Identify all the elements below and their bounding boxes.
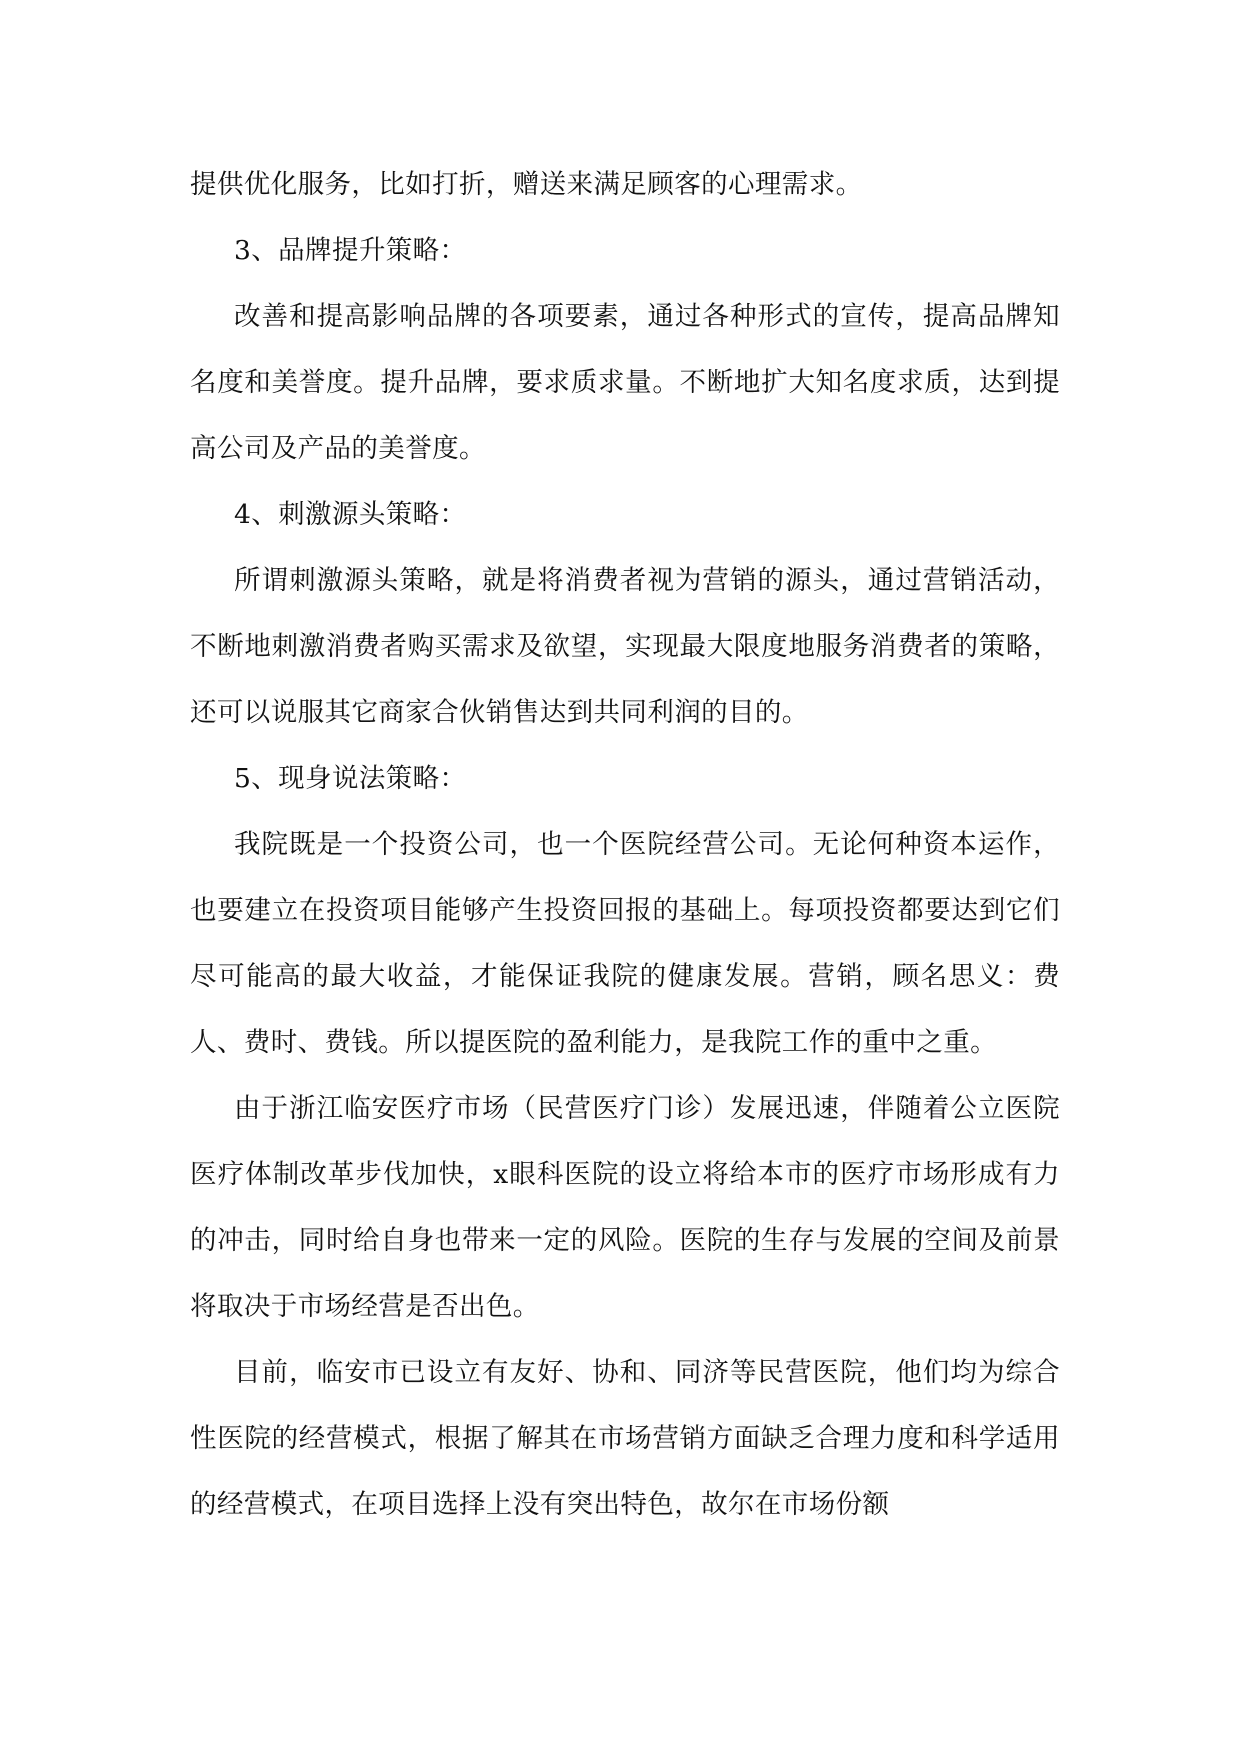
section-heading-brand: 3、品牌提升策略： bbox=[234, 235, 467, 266]
paragraph-competition: 目前，临安市已设立有友好、协和、同济等民营医院，他们均为综合性医院的经营模式，根据了解其在市场营销方面缺乏合理力度和科学适用的经营模式，在项目选择上没有突出特色，故尔在市场份额 bbox=[190, 1357, 1060, 1520]
paragraph-stimulus: 所谓刺激源头策略，就是将消费者视为营销的源头，通过营销活动，不断地刺激消费者购买需求及欲望，实现最大限度地服务消费者的策略，还可以说服其它商家合伙销售达到共同利润的目的。 bbox=[190, 565, 1060, 728]
section-heading-stimulus: 4、刺激源头策略： bbox=[234, 499, 467, 530]
paragraph-continuation: 提供优化服务，比如打折，赠送来满足顾客的心理需求。 bbox=[190, 169, 863, 200]
document-body bbox=[190, 152, 1060, 1538]
paragraph-market: 由于浙江临安医疗市场（民营医疗门诊）发展迅速，伴随着公立医院医疗体制改革步伐加快，x眼科医院的设立将给本市的医疗市场形成有力的冲击，同时给自身也带来一定的风险。医院的生存与发展的空间及前景将取决于市场经营是否出色。 bbox=[190, 1093, 1060, 1322]
paragraph-testimony: 我院既是一个投资公司，也一个医院经营公司。无论何种资本运作，也要建立在投资项目能够产生投资回报的基础上。每项投资都要达到它们尽可能高的最大收益，才能保证我院的健康发展。营销，顾名思义：费人、费时、费钱。所以提医院的盈利能力，是我院工作的重中之重。 bbox=[190, 829, 1060, 1058]
section-heading-testimony: 5、现身说法策略： bbox=[234, 763, 467, 794]
paragraph-brand: 改善和提高影响品牌的各项要素，通过各种形式的宣传，提高品牌知名度和美誉度。提升品牌，要求质求量。不断地扩大知名度求质，达到提高公司及产品的美誉度。 bbox=[190, 301, 1060, 464]
